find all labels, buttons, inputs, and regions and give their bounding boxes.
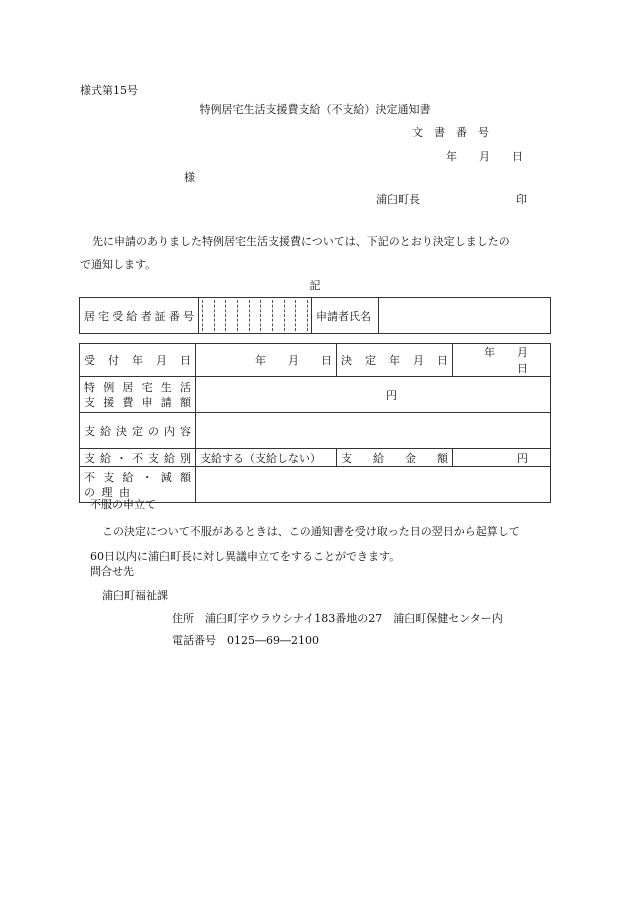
form-number: 様式第15号	[80, 84, 138, 97]
payment-type-field[interactable]: 支給する（支給しない）	[196, 449, 337, 467]
addressee-suffix: 様	[184, 171, 195, 184]
contact-heading: 問合せ先	[90, 565, 134, 578]
document-number-label: 文 書 番 号	[412, 126, 489, 139]
payment-amount-label: 支給金額	[337, 449, 453, 467]
appeal-text-line-2: 60日以内に浦臼町長に対し異議申立てをすることができます。	[90, 550, 401, 563]
ki-heading: 記	[309, 279, 321, 292]
digit-boxes	[202, 300, 308, 331]
recipient-number-field[interactable]	[199, 298, 312, 334]
applicant-name-field[interactable]	[379, 298, 551, 334]
applicant-name-label: 申請者氏名	[312, 298, 379, 334]
contact-address: 住所 浦臼町字ウラウシナイ183番地の27 浦臼町保健センター内	[172, 612, 503, 625]
appeal-section	[80, 493, 560, 568]
payment-type-label: 支給・不支給別	[80, 449, 196, 467]
request-amount-label	[80, 377, 196, 413]
issuer-name: 浦臼町長	[376, 193, 420, 206]
contact-department: 浦臼町福祉課	[102, 589, 168, 602]
document-title: 特例居宅生活支援費支給（不支給）決定通知書	[199, 103, 431, 116]
decision-content-label: 支給決定の内容	[80, 413, 196, 449]
received-date-label: 受付年月日	[80, 344, 196, 377]
recipient-number-label: 居宅受給者証番号	[80, 298, 199, 334]
decision-date-field[interactable]: 年 月 日	[453, 344, 551, 377]
date-label: 年 月 日	[446, 150, 523, 163]
recipient-table	[79, 297, 551, 334]
seal-mark: 印	[516, 193, 527, 206]
request-amount-field[interactable]: 円	[196, 377, 551, 413]
decision-date-label: 決定年月日	[337, 344, 453, 377]
lead-line-1: 先に申請のありました特例居宅生活支援費については、下記のとおり決定しましたの	[92, 235, 510, 248]
appeal-text-line-1: この決定について不服があるときは、この通知書を受け取った日の翌日から起算して	[102, 525, 520, 538]
decision-table	[79, 343, 551, 503]
reason-label-line1: 不支給・減額	[84, 470, 191, 484]
payment-amount-field[interactable]: 円	[453, 449, 551, 467]
request-amount-label-line2: 支援費申請額	[84, 395, 191, 409]
reason-label-line2: の理由	[84, 485, 130, 499]
contact-phone: 電話番号 0125―69―2100	[172, 634, 319, 647]
appeal-heading: 不服の申立て	[90, 498, 156, 511]
lead-line-2: で通知します。	[80, 258, 157, 271]
lead-paragraph	[80, 230, 560, 276]
decision-content-field[interactable]	[196, 413, 551, 449]
request-amount-label-line1: 特例居宅生活	[84, 380, 191, 394]
received-date-field[interactable]: 年 月 日	[196, 344, 337, 377]
